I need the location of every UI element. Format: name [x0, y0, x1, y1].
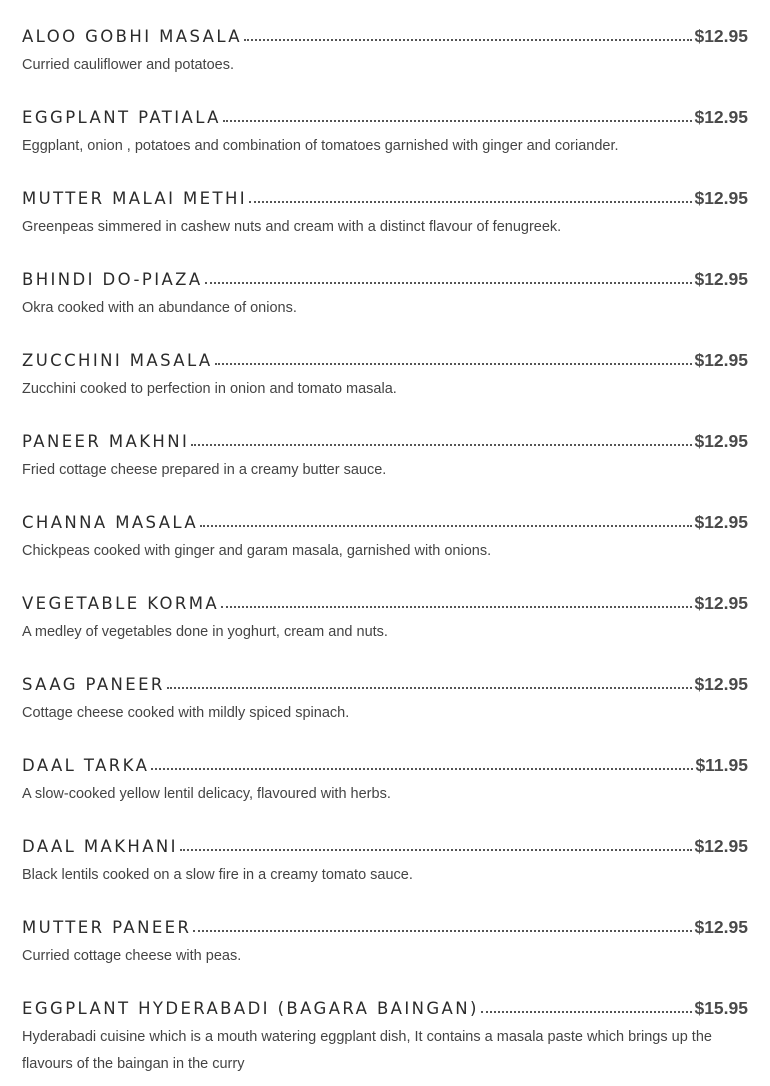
menu-item-description: Fried cottage cheese prepared in a creamy butter sauce.	[22, 462, 387, 478]
menu-item-header	[22, 836, 748, 862]
menu-item-description: Cottage cheese cooked with mildly spiced spinach.	[22, 705, 350, 721]
menu-item	[22, 998, 748, 1078]
menu-item-name: CHANNA MASALA	[22, 513, 199, 532]
menu-item-price: $12.95	[694, 431, 748, 451]
menu-item	[22, 512, 748, 593]
menu-item-price: $12.95	[694, 593, 748, 613]
menu-item-description: Eggplant, onion , potatoes and combination of tomatoes garnished with ginger and coriander.	[22, 138, 619, 154]
dot-leader	[180, 849, 693, 851]
menu-item-description: A medley of vegetables done in yoghurt, cream and nuts.	[22, 624, 388, 640]
menu-item-name: DAAL MAKHANI	[22, 837, 178, 856]
menu-item-header	[22, 26, 748, 52]
menu-item	[22, 350, 748, 431]
menu-item-header	[22, 269, 748, 295]
menu-item-price: $12.95	[694, 512, 748, 532]
dot-leader	[205, 282, 693, 284]
menu-item-header	[22, 107, 748, 133]
menu-item	[22, 431, 748, 512]
menu-item-name: BHINDI DO-PIAZA	[22, 270, 203, 289]
menu-item-price: $12.95	[694, 350, 748, 370]
menu-item-description: A slow-cooked yellow lentil delicacy, flavoured with herbs.	[22, 786, 391, 802]
menu-item-header	[22, 431, 748, 457]
menu-item-price: $12.95	[694, 107, 748, 127]
dot-leader	[481, 1011, 693, 1013]
menu-item-price: $12.95	[694, 269, 748, 289]
menu-item-description: Chickpeas cooked with ginger and garam masala, garnished with onions.	[22, 543, 492, 559]
dot-leader	[200, 525, 692, 527]
menu-item-name: EGGPLANT HYDERABADI (BAGARA BAINGAN)	[22, 999, 479, 1018]
menu-item-price: $12.95	[694, 917, 748, 937]
menu-item-name: VEGETABLE KORMA	[22, 594, 220, 613]
menu-item-header	[22, 593, 748, 619]
dot-leader	[167, 687, 693, 689]
menu-item-name: MUTTER MALAI METHI	[22, 189, 248, 208]
menu-item-header	[22, 755, 748, 781]
menu-item	[22, 755, 748, 836]
menu-item	[22, 674, 748, 755]
menu-item-price: $11.95	[695, 755, 748, 775]
dot-leader	[221, 606, 692, 608]
menu-item-price: $12.95	[694, 674, 748, 694]
menu-item-name: EGGPLANT PATIALA	[22, 108, 221, 127]
menu-item	[22, 26, 748, 107]
menu-item-name: MUTTER PANEER	[22, 918, 192, 937]
menu-item-price: $12.95	[694, 836, 748, 856]
dot-leader	[244, 39, 692, 41]
menu-item-name: PANEER MAKHNI	[22, 432, 190, 451]
dot-leader	[193, 930, 692, 932]
menu-item-header	[22, 512, 748, 538]
menu-item-name: ALOO GOBHI MASALA	[22, 27, 242, 46]
menu-item-description: Okra cooked with an abundance of onions.	[22, 300, 297, 316]
dot-leader	[223, 120, 693, 122]
menu-item-price: $12.95	[694, 188, 748, 208]
dot-leader	[191, 444, 692, 446]
menu-item	[22, 836, 748, 917]
menu-item-description: Curried cauliflower and potatoes.	[22, 57, 234, 73]
menu-item-description: Zucchini cooked to perfection in onion and tomato masala.	[22, 381, 397, 397]
menu-item-price: $12.95	[694, 26, 748, 46]
menu-item	[22, 593, 748, 674]
menu-item-description: Hyderabadi cuisine which is a mouth watering eggplant dish, It contains a masala paste which brings up the flavours of the baingan in the curry	[22, 1029, 712, 1072]
menu-item-description: Curried cottage cheese with peas.	[22, 948, 242, 964]
dot-leader	[151, 768, 693, 770]
menu-item-name: ZUCCHINI MASALA	[22, 351, 213, 370]
dot-leader	[215, 363, 693, 365]
dot-leader	[249, 201, 692, 203]
menu-item-name: SAAG PANEER	[22, 675, 165, 694]
menu-item-price: $15.95	[694, 998, 748, 1018]
menu-item-name: DAAL TARKA	[22, 756, 150, 775]
menu-list	[22, 26, 748, 1078]
menu-item	[22, 107, 748, 188]
menu-item-header	[22, 188, 748, 214]
menu-item	[22, 188, 748, 269]
menu-item	[22, 917, 748, 998]
menu-item	[22, 269, 748, 350]
menu-item-header	[22, 350, 748, 376]
menu-item-header	[22, 674, 748, 700]
menu-item-header	[22, 917, 748, 943]
menu-item-header	[22, 998, 748, 1024]
menu-item-description: Greenpeas simmered in cashew nuts and cream with a distinct flavour of fenugreek.	[22, 219, 562, 235]
menu-item-description: Black lentils cooked on a slow fire in a creamy tomato sauce.	[22, 867, 413, 883]
